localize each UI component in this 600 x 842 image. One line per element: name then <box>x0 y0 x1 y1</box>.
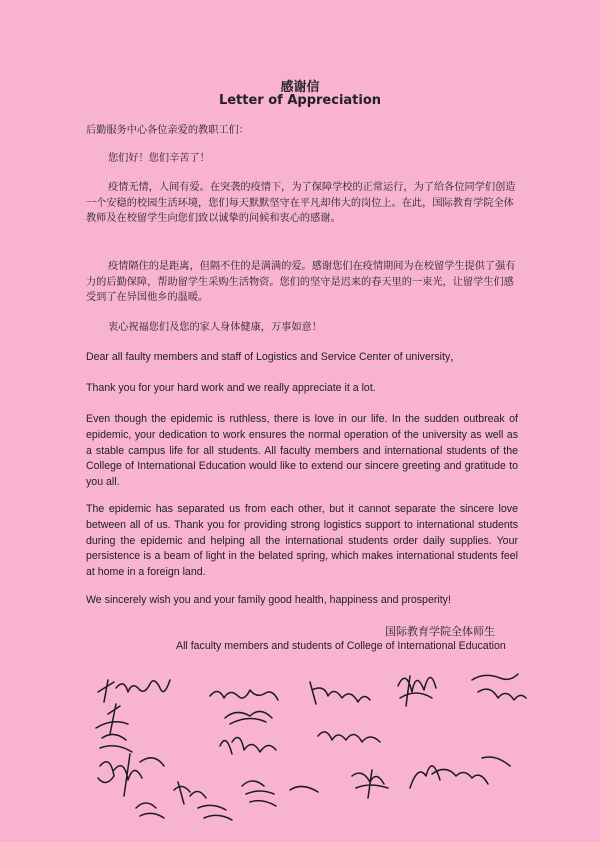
cn-paragraph-2: 疫情隔住的是距离，但隔不住的是满满的爱。感谢您们在疫情期间为在校留学生提供了强有力的后勤保障，帮助留学生采购生活物资。您们的坚守是迟来的春天里的一束光，让留学生们感受到了在异国他乡的温暖。 <box>86 261 516 304</box>
signature-15 <box>136 803 164 818</box>
signature-3 <box>225 711 272 724</box>
cn-greeting: 您们好！您们辛苦了！ <box>108 153 210 164</box>
signature-6 <box>472 674 526 700</box>
signature-12 <box>242 781 318 806</box>
signature-8 <box>220 738 276 755</box>
en-paragraph-1: Even though the epidemic is ruthless, there is love in our life. In the sudden outbreak of epidemic, your dedication to work ensures the normal operation of the university as well as a stable campus life for all students. All faculty members and international students of the College of International Education would like to extend our sincere greeting and gratitude to you all. <box>86 413 518 489</box>
en-wish: We sincerely wish you and your family good health, happiness and prosperity! <box>86 594 451 606</box>
signature-1 <box>98 680 170 702</box>
cn-salutation: 后勤服务中心各位亲爱的教职工们： <box>86 125 249 136</box>
en-salutation: Dear all faulty members and staff of Logistics and Service Center of university， <box>86 351 461 363</box>
signature-16 <box>198 805 232 820</box>
signature-14 <box>410 757 510 788</box>
handwritten-signatures <box>80 658 530 828</box>
signature-11 <box>174 782 206 804</box>
signature-cn: 国际教育学院全体师生 <box>385 625 495 638</box>
cn-paragraph-1: 疫情无情，人间有爱。在突袭的疫情下，为了保障学校的正常运行，为了给各位同学们创造一个安稳的校园生活环境，您们每天默默坚守在平凡却伟大的岗位上。在此，国际教育学院全体教师及在校留学生向您们致以诚挚的问候和衷心的感谢。 <box>86 182 516 225</box>
signature-9 <box>318 732 380 742</box>
en-thanks: Thank you for your hard work and we really appreciate it a lot. <box>86 382 376 394</box>
title-chinese: 感谢信 <box>280 80 320 95</box>
signature-en: All faculty members and students of College of International Education <box>176 640 506 652</box>
signature-13 <box>352 770 388 798</box>
signature-2 <box>210 690 278 700</box>
signature-10 <box>98 754 164 796</box>
cn-wish: 衷心祝福您们及您的家人身体健康，万事如意！ <box>108 322 322 333</box>
signature-7 <box>96 704 132 752</box>
title-english: Letter of Appreciation <box>218 93 382 108</box>
signature-4 <box>310 682 370 704</box>
en-paragraph-2: The epidemic has separated us from each other, but it cannot separate the sincere love between all of us. Thank you for providing strong logistics support to international students during the epidemic and helping all the international students order daily supplies. Your persistence is a beam of light in the belated spring, which makes international students feel at home in a foreign land. <box>86 503 518 579</box>
signature-5 <box>398 676 436 706</box>
